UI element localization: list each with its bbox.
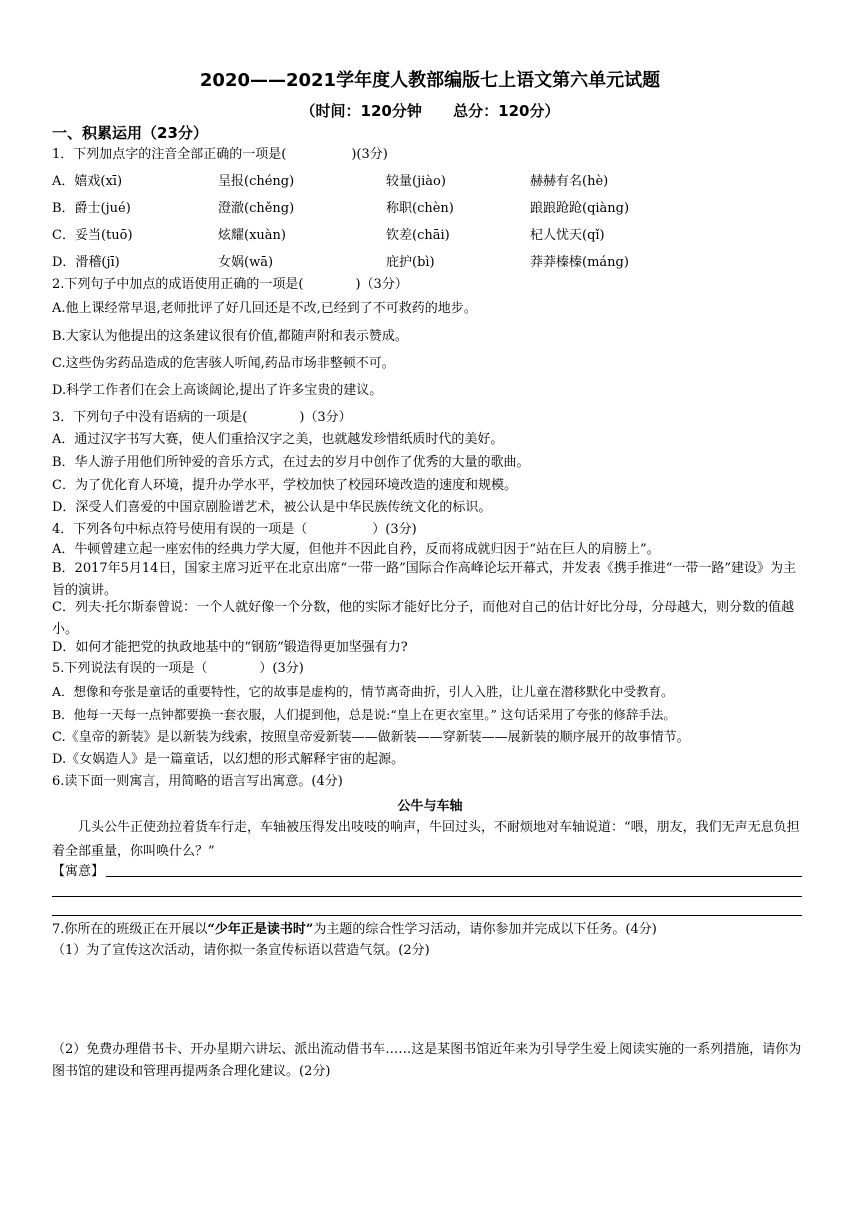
q4-option-c: C．列夫·托尔斯泰曾说：一个人就好像一个分数，他的实际才能好比分子，而他对自己的估计好比分母，分母越大，则分数的值越小。 — [52, 600, 795, 637]
q1-option: 较量(jiào) — [386, 174, 446, 189]
story-text: 几头公牛正使劲拉着货车行走，车轴被压得发出吱吱的响声，牛回过头，不耐烦地对车轴说道：“喂，朋友，我们无声无息负担着全部重量，你叫唤什么？” — [52, 820, 800, 859]
q1-option: 踉踉跄跄(qiàng) — [530, 201, 630, 216]
q2-stem: 2.下列句子中加点的成语使用正确的一项是( )（3分） — [52, 277, 408, 292]
q7-stem-pre: 7.你所在的班级正在开展以 — [52, 922, 208, 937]
q7-part2: （2）免费办理借书卡、开办星期六讲坛、派出流动借书车……这是某图书馆近年来为引导学生爱上阅读实施的一系列措施，请你为图书馆的建设和管理再提两条合理化建议。(2分) — [52, 1042, 802, 1079]
q1-option: 澄澈(chěng) — [218, 201, 295, 216]
exam-subtitle: （时间：120分钟 总分：120分） — [300, 102, 560, 120]
q1-option: D．滑稽(jī) — [52, 255, 120, 270]
q1-option: 炫耀(xuàn) — [218, 228, 286, 243]
q1-option: 女娲(wā) — [218, 255, 274, 270]
q4-option-b: B．2017年5月14日，国家主席习近平在北京出席“一带一路”国际合作高峰论坛开幕式，并发表《携手推进“一带一路”建设》为主旨的演讲。 — [52, 561, 797, 598]
q3-stem: 3．下列句子中没有语病的一项是( )（3分） — [52, 410, 352, 425]
q1-option: 杞人忧天(qǐ) — [530, 228, 605, 243]
q7-stem-post: 为主题的综合性学习活动，请你参加并完成以下任务。(4分) — [313, 922, 657, 937]
q2-option-b: B.大家认为他提出的这条建议很有价值,都随声附和表示赞成。 — [52, 329, 408, 344]
section-heading: 一、积累运用（23分） — [52, 124, 208, 142]
answer-label: 【寓意】 — [52, 864, 105, 879]
q5-stem: 5.下列说法有误的一项是（ ）(3分) — [52, 661, 304, 676]
q4-option-a: A．牛顿曾建立起一座宏伟的经典力学大厦，但他并不因此自矜，反而将成就归因于“站在巨人的肩膀上”。 — [52, 542, 660, 557]
q1-option: 赫赫有名(hè) — [530, 174, 609, 189]
q4-option-d: D．如何才能把党的执政地基中的“钢筋”锻造得更加坚强有力? — [52, 640, 408, 655]
q3-option-b: B．华人游子用他们所钟爱的音乐方式，在过去的岁月中创作了优秀的大量的歌曲。 — [52, 455, 530, 470]
q1-option: C．妥当(tuō) — [52, 228, 133, 243]
q2-option-a: A.他上课经常早退,老师批评了好几回还是不改,已经到了不可救药的地步。 — [52, 301, 477, 316]
q3-option-d: D．深受人们喜爱的中国京剧脸谱艺术，被公认是中华民族传统文化的标识。 — [52, 500, 492, 515]
q2-option-d: D.科学工作者们在会上高谈阔论,提出了许多宝贵的建议。 — [52, 383, 383, 398]
q5-option-d: D.《女娲造人》是一篇童话，以幻想的形式解释宇宙的起源。 — [52, 752, 405, 767]
story-title: 公牛与车轴 — [397, 799, 463, 814]
q7-theme: “少年正是读书时” — [207, 922, 314, 937]
q1-option: 呈报(chéng) — [218, 174, 295, 189]
q1-option: A．嬉戏(xī) — [52, 174, 123, 189]
q5-option-b: B．他每一天每一点钟都要换一套衣服，人们提到他，总是说:“皇上在更衣室里。” 这句话采用了夸张的修辞手法。 — [52, 707, 676, 722]
answer-line[interactable] — [106, 876, 802, 877]
answer-line[interactable] — [52, 896, 802, 897]
q5-option-c: C.《皇帝的新装》是以新装为线索，按照皇帝爱新装——做新装——穿新装——展新装的顺序展开的故事情节。 — [52, 730, 690, 745]
q3-option-a: A．通过汉字书写大赛，使人们重拾汉字之美，也就越发珍惜纸质时代的美好。 — [52, 432, 504, 447]
q1-option: 莽莽榛榛(máng) — [530, 255, 629, 270]
q2-option-c: C.这些伪劣药品造成的危害骇人听闻,药品市场非整顿不可。 — [52, 356, 395, 371]
answer-line[interactable] — [52, 915, 802, 916]
q1-option: B．爵士(jué) — [52, 201, 131, 216]
q5-option-a: A．想像和夸张是童话的重要特性，它的故事是虚构的，情节离奇曲折，引人入胜，让儿童在潜移默化中受教育。 — [52, 684, 674, 699]
q1-option: 钦差(chāi) — [386, 228, 450, 243]
q1-option: 庇护(bì) — [386, 255, 435, 270]
q7-stem — [52, 921, 657, 939]
q7-part1: （1）为了宣传这次活动，请你拟一条宣传标语以营造气氛。(2分) — [52, 943, 430, 958]
exam-title: 2020——2021学年度人教部编版七上语文第六单元试题 — [199, 70, 661, 91]
q6-stem: 6.读下面一则寓言，用简略的语言写出寓意。(4分) — [52, 774, 343, 789]
q4-stem: 4．下列各句中标点符号使用有误的一项是（ ）(3分) — [52, 522, 417, 537]
q1-stem: 1．下列加点字的注音全部正确的一项是( )(3分) — [52, 147, 388, 162]
q1-option: 称职(chèn) — [386, 201, 454, 216]
q3-option-c: C．为了优化育人环境，提升办学水平，学校加快了校园环境改造的速度和规模。 — [52, 478, 517, 493]
